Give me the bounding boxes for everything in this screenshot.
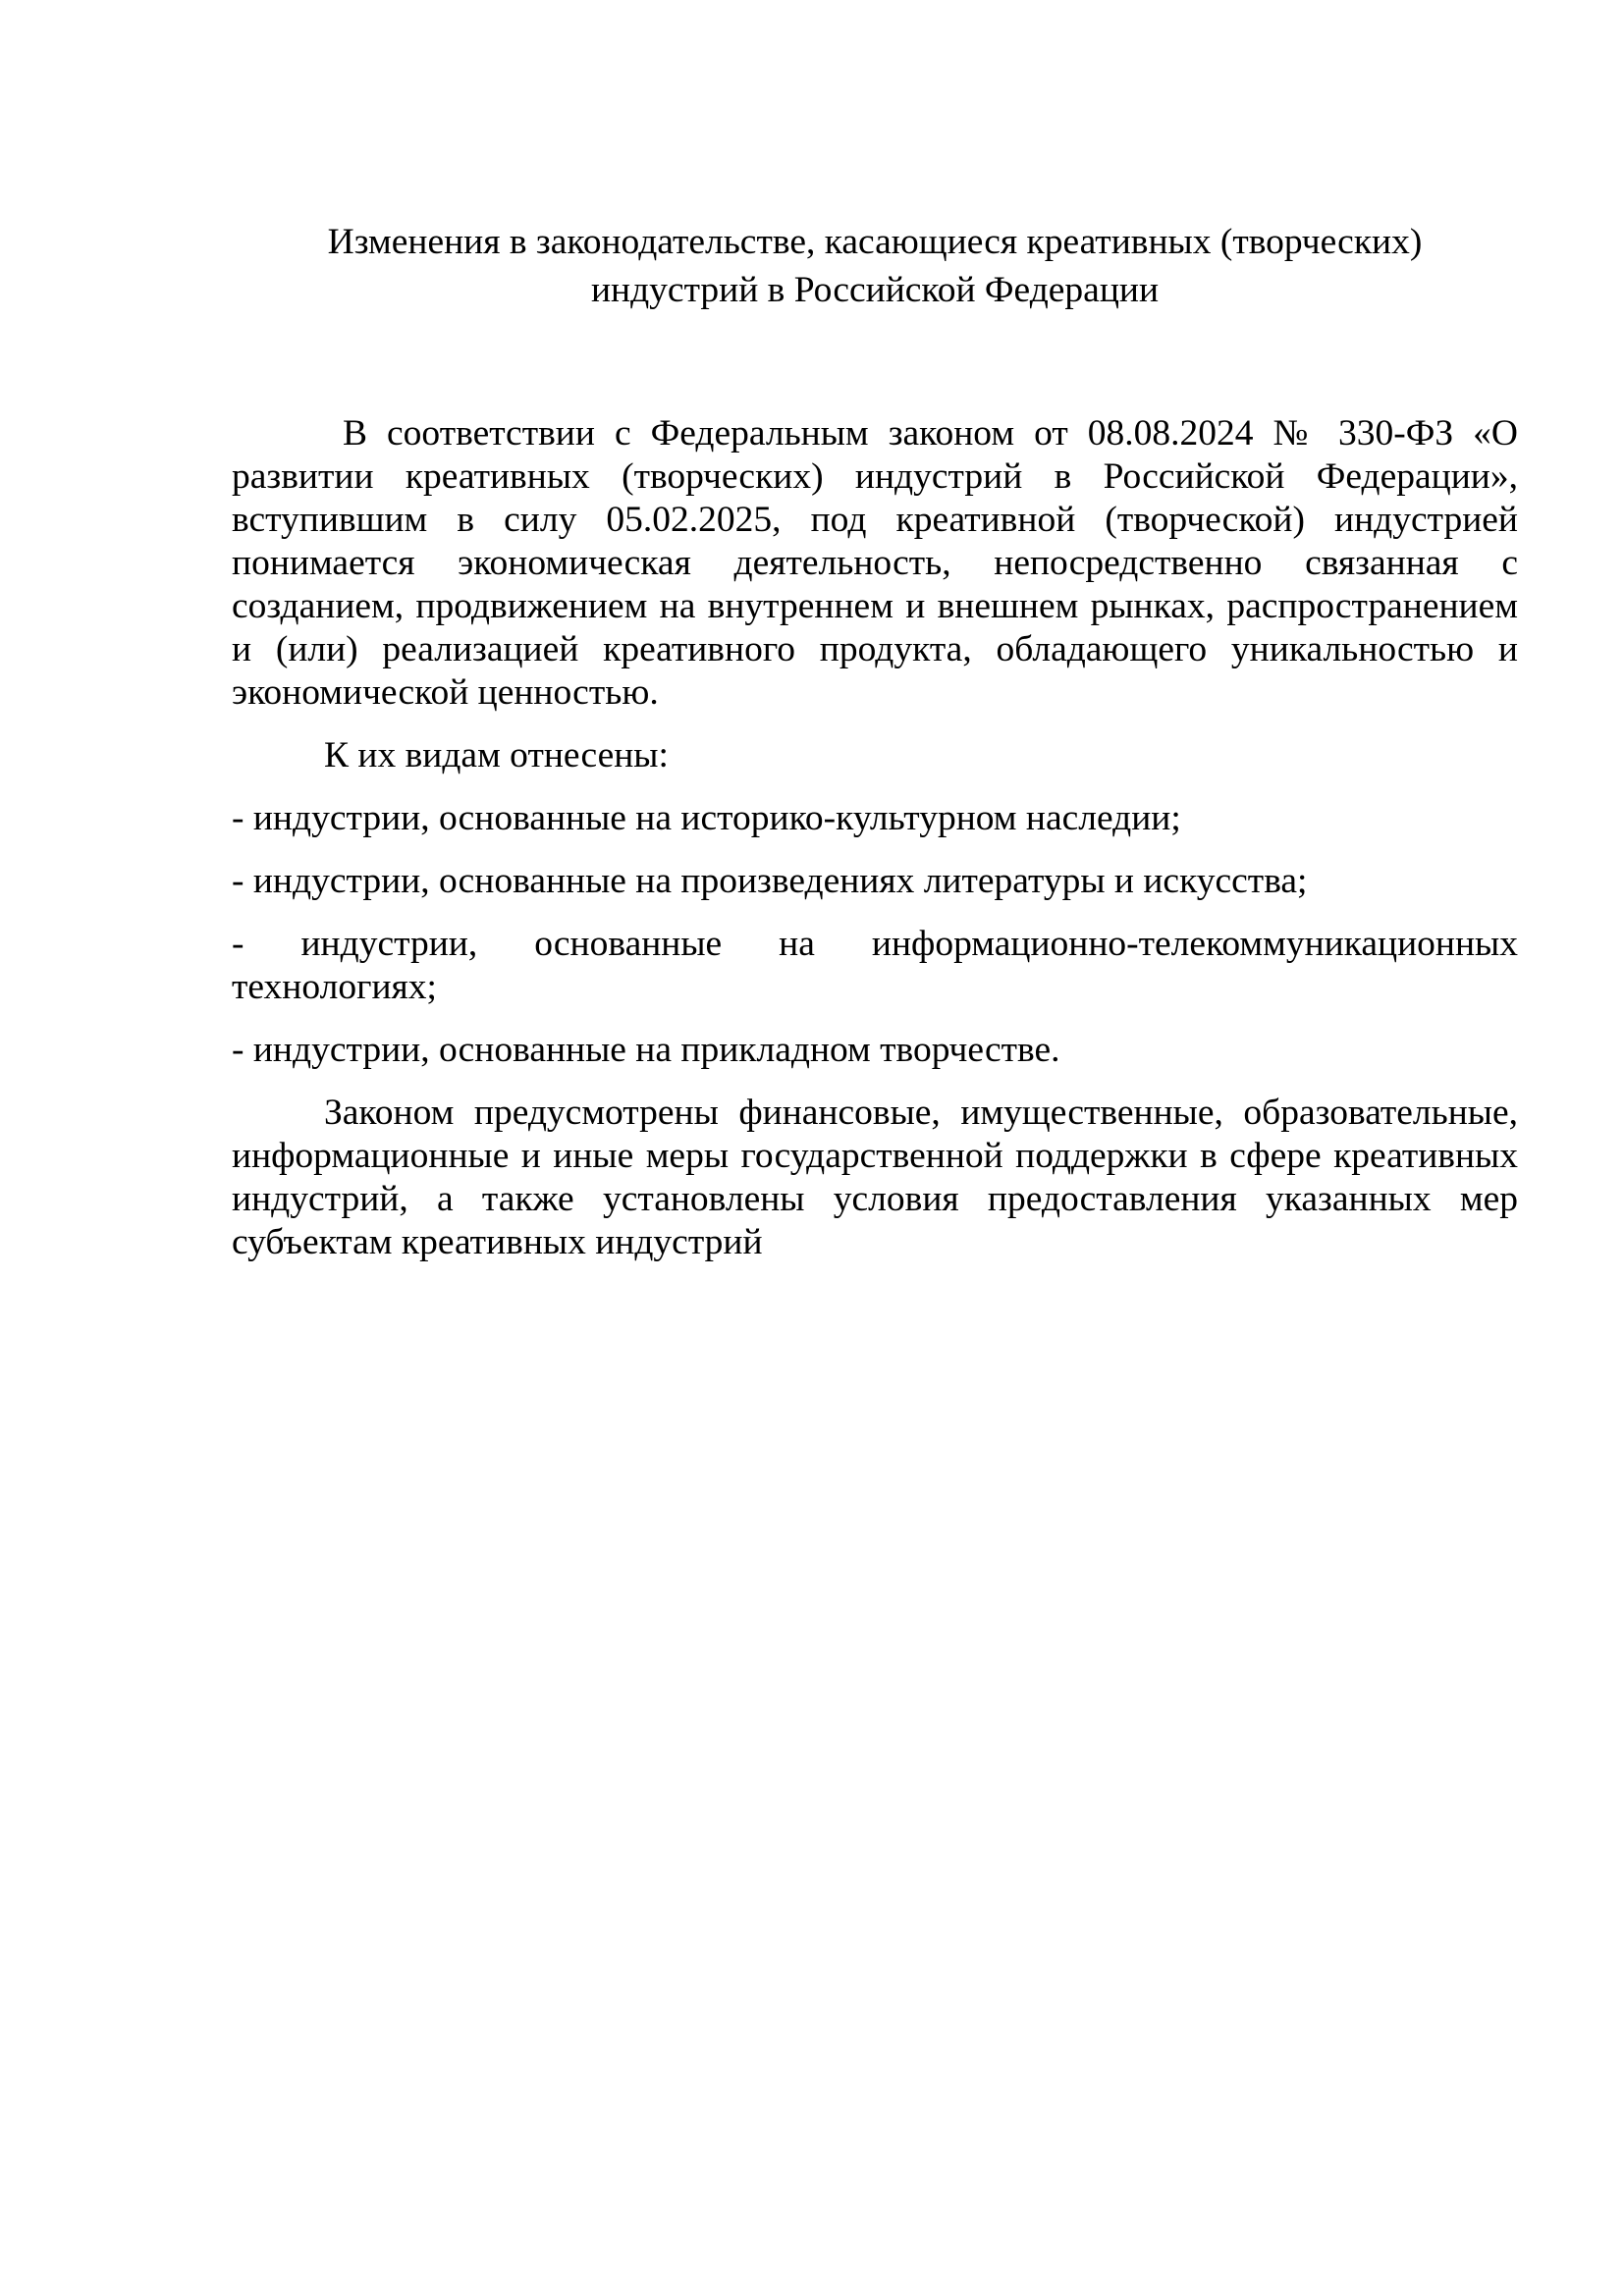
document-title (232, 218, 1518, 314)
document-body (232, 412, 1518, 1264)
list-item-literature-art: - индустрии, основанные на произведениях литературы и искусства; (232, 861, 1308, 901)
title-line-2: индустрий в Российской Федерации (590, 270, 1160, 310)
types-heading: К их видам отнесены: (324, 735, 669, 775)
intro-paragraph: В соответствии с Федеральным законом от 08.08.2024 № 330-ФЗ «О развитии креативных (творческих) индустрий в Российской Федерации», вступившим в силу 05.02.2025, под креативной (творческой) индустрией понимается экономическая деятельность, непосредственно связанная с созданием, продвижением на внутреннем и внешнем рынках, распространением и (или) реализацией креативного продукта, обладающего уникальностью и экономической ценностью. (232, 413, 1518, 713)
list-item-heritage: - индустрии, основанные на историко-культурном наследии; (232, 798, 1181, 838)
list-item-ict: - индустрии, основанные на информационно-телекоммуникационных технологиях; (232, 924, 1518, 1007)
title-line-1: Изменения в законодательстве, касающиеся креативных (творческих) (327, 222, 1423, 262)
list-item-applied-creativity: - индустрии, основанные на прикладном творчестве. (232, 1030, 1060, 1070)
conclusion-paragraph: Законом предусмотрены финансовые, имущественные, образовательные, информационные и иные меры государственной поддержки в сфере креативных индустрий, а также установлены условия предоставления указанных мер субъектам креативных индустрий (232, 1093, 1518, 1262)
